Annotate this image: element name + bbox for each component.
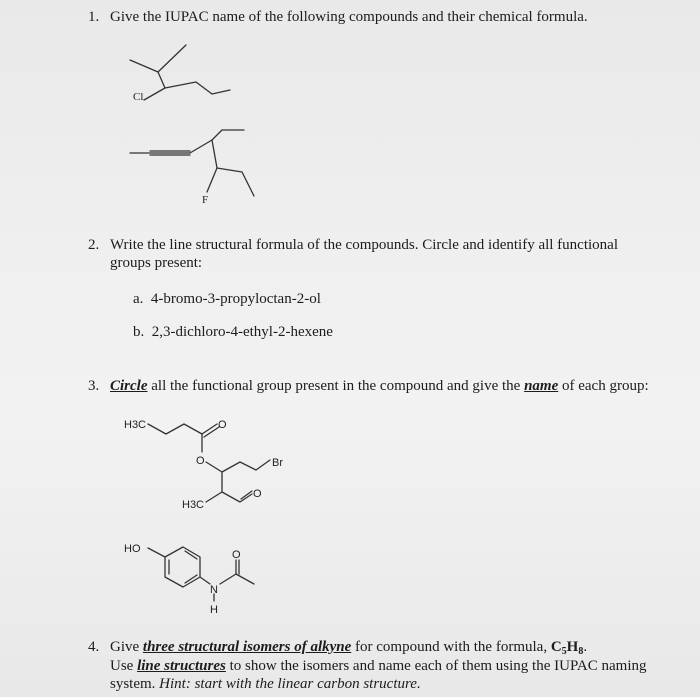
q3-o-carbonyl: O	[218, 419, 227, 431]
question-4-line3: system. Hint: start with the linear carbon structure.	[110, 676, 421, 692]
question-2b-label: b.	[133, 324, 145, 340]
q1-molecule-1	[130, 45, 230, 100]
q3-molecule-1	[148, 424, 270, 502]
q1-molecule-2	[130, 130, 254, 196]
q1-mol1-cl: Cl	[133, 91, 144, 103]
question-4-number: 4.	[88, 639, 100, 655]
question-2a-label: a.	[133, 291, 144, 307]
q3-o-aldehyde: O	[253, 488, 262, 500]
q3-br: Br	[272, 457, 283, 469]
question-4-line-structures: line structures	[137, 658, 226, 674]
question-1-number: 1.	[88, 9, 100, 25]
q3-o-ester: O	[196, 455, 205, 467]
question-3-name-word: name	[524, 378, 559, 394]
question-4-pre: Give	[110, 639, 143, 655]
q3-h: H	[210, 604, 218, 616]
question-2a-text: 4-bromo-3-propyloctan-2-ol	[150, 291, 321, 307]
question-2-line2: groups present:	[110, 255, 203, 271]
question-4-formula: $C_5H_8$	[550, 639, 584, 657]
question-3-circle-word: Circle	[110, 378, 148, 394]
question-3-number: 3.	[88, 378, 100, 394]
question-4-hint: Hint: start with the linear carbon structure.	[159, 676, 421, 692]
q1-mol2-f: F	[202, 194, 209, 206]
q3-n: N	[210, 584, 218, 596]
question-3-text-end: of each group:	[558, 378, 649, 394]
q3-o-amide: O	[232, 549, 241, 561]
question-4-line2: Use line structures to show the isomers and name each of them using the IUPAC naming	[110, 658, 647, 674]
question-2-text: Write the line structural formula of the compounds. Circle and identify all functional	[110, 237, 618, 253]
question-4-mid: for compound with the formula,	[351, 639, 551, 655]
q3-ho: HO	[124, 543, 141, 555]
question-2b-text: 2,3-dichloro-4-ethyl-2-hexene	[151, 324, 333, 340]
question-1-text: Give the IUPAC name of the following compounds and their chemical formula.	[110, 9, 588, 25]
question-3-text-mid: all the functional group present in the compound and give the	[147, 378, 525, 394]
question-4-bold: three structural isomers of alkyne	[142, 639, 352, 655]
question-2-number: 2.	[88, 237, 100, 253]
q3-h3c-mid: H3C	[182, 499, 205, 511]
question-4-line1: 4. Give three structural isomers of alkyne for compound with the formula, $C_5H_8$.	[88, 639, 588, 657]
q3-h3c-top: H3C	[124, 419, 147, 431]
